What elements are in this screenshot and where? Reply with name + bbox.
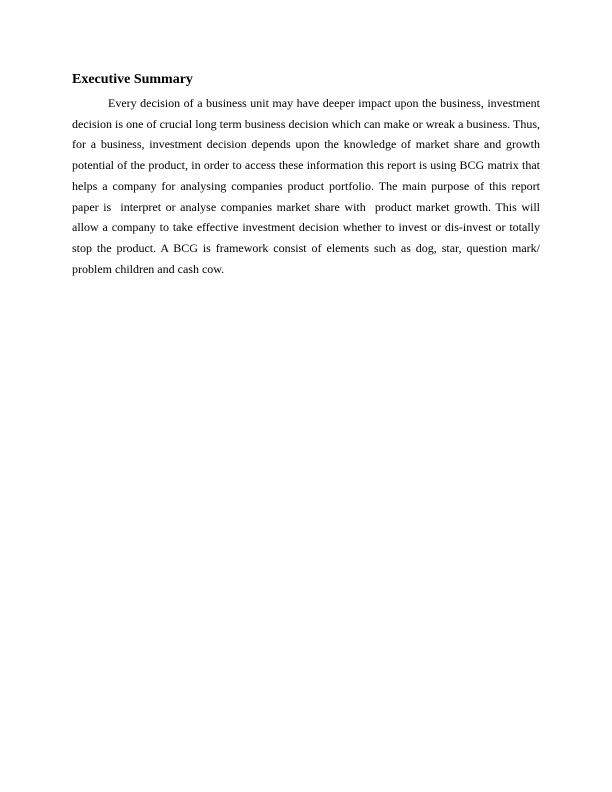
document-content <box>72 71 543 279</box>
summary-paragraph: Every decision of a business unit may have deeper impact upon the business, investment decision is one of crucial long term business decision which can make or wreak a business. Thus, for a business, investment decision depends upon the knowledge of market share and growth potential of the product, in order to access these information this report is using BCG matrix that helps a company for analysing companies product portfolio. The main purpose of this report paper is interpret or analyse companies market share with product market growth. This will allow a company to take effective investment decision whether to invest or dis-invest or totally stop the product. A BCG is framework consist of elements such as dog, star, question mark/ problem children and cash cow. <box>72 96 543 276</box>
section-heading: Executive Summary <box>72 72 193 87</box>
